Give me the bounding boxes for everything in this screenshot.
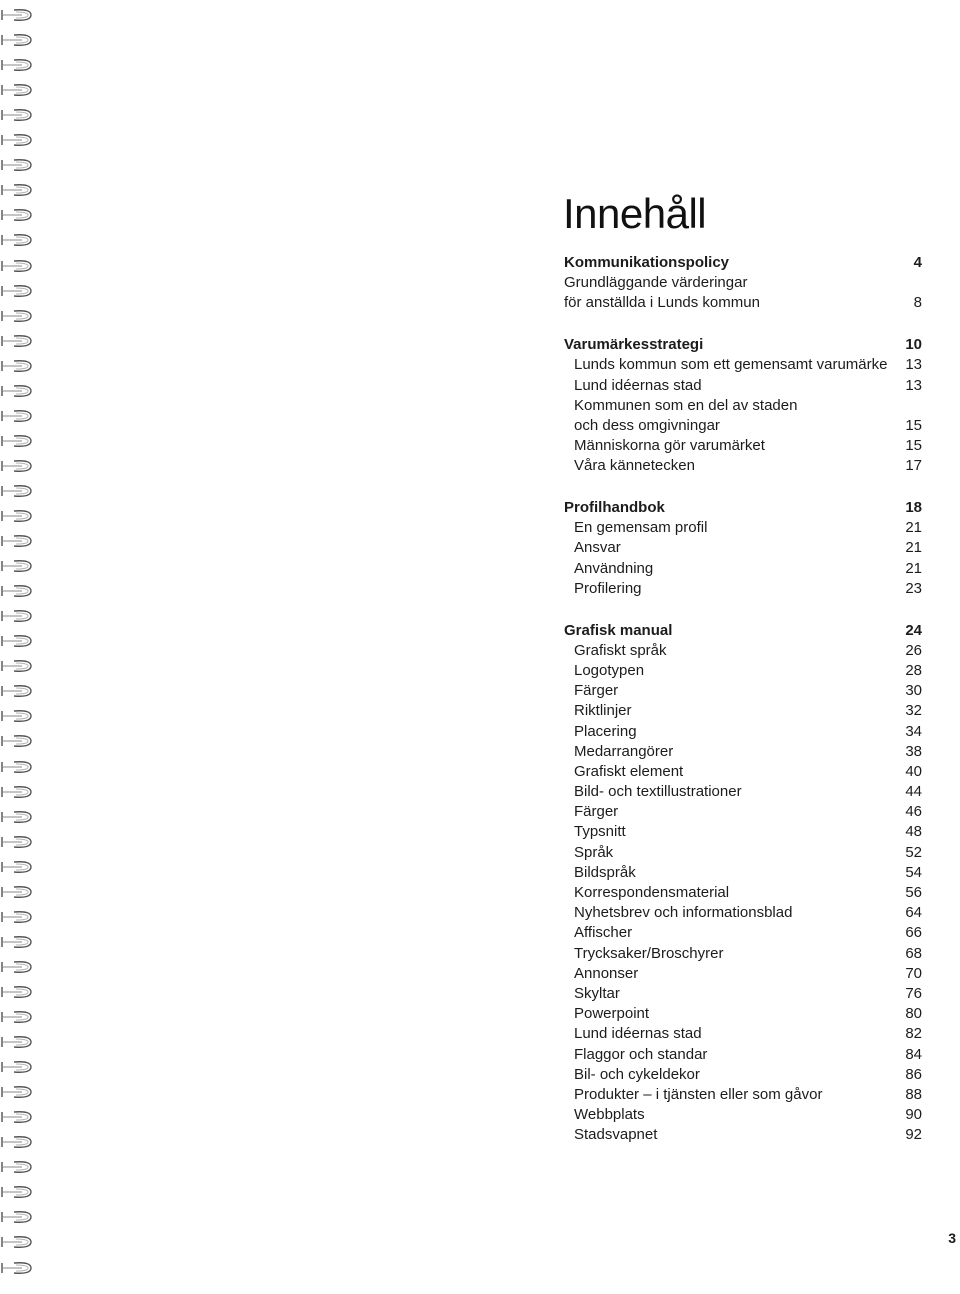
- toc-entry-label: Lund idéernas stad: [574, 376, 702, 394]
- toc-entry-label: Webbplats: [574, 1106, 645, 1124]
- spiral-ring-icon: [0, 910, 34, 924]
- toc-section-heading: [564, 253, 922, 273]
- spiral-ring-icon: [0, 935, 34, 949]
- toc-entry-page: 46: [905, 803, 922, 821]
- toc-entry-page: 64: [905, 904, 922, 922]
- toc-entry-label: Medarrangörer: [574, 742, 674, 760]
- spiral-ring-icon: [0, 1060, 34, 1074]
- spiral-ring-icon: [0, 409, 34, 423]
- toc-entry: [564, 863, 922, 883]
- spiral-ring-icon: [0, 584, 34, 598]
- toc-entry-page: 90: [905, 1106, 922, 1124]
- spiral-ring-icon: [0, 785, 34, 799]
- toc-entry-label: En gemensam profil: [574, 519, 708, 537]
- toc-entry-label: Powerpoint: [574, 1005, 650, 1023]
- spiral-ring-icon: [0, 1035, 34, 1049]
- toc-section-page: 4: [913, 254, 922, 271]
- toc-entry-label: Bildspråk: [574, 863, 636, 881]
- toc-entry-label: Kommunen som en del av staden: [574, 396, 798, 414]
- toc-entry: [564, 579, 922, 599]
- spiral-ring-icon: [0, 1160, 34, 1174]
- spiral-ring-icon: [0, 459, 34, 473]
- toc-entry-label: Profilering: [574, 579, 642, 597]
- spiral-ring-icon: [0, 1210, 34, 1224]
- spiral-ring-icon: [0, 1261, 34, 1275]
- toc-entry-label: Grundläggande värderingar: [564, 274, 748, 292]
- toc-entry: [564, 355, 922, 375]
- toc-entry: [564, 923, 922, 943]
- spiral-ring-icon: [0, 709, 34, 723]
- toc-section-title: Profilhandbok: [564, 499, 665, 517]
- toc-entry-label: Stadsvapnet: [574, 1126, 658, 1144]
- toc-entry: [564, 518, 922, 538]
- spiral-ring-icon: [0, 259, 34, 273]
- spiral-ring-icon: [0, 208, 34, 222]
- toc-entry-page: 13: [905, 376, 922, 394]
- toc-entry-label: Annonser: [574, 964, 639, 982]
- toc-entry-label: för anställda i Lunds kommun: [564, 294, 760, 312]
- spiral-ring-icon: [0, 1235, 34, 1249]
- toc-entry-page: 88: [905, 1085, 922, 1103]
- toc-entry-label: Människorna gör varumärket: [574, 437, 765, 455]
- toc-entry-page: 13: [905, 356, 922, 374]
- toc-entry-page: 26: [905, 641, 922, 659]
- spiral-ring-icon: [0, 684, 34, 698]
- spiral-ring-icon: [0, 1135, 34, 1149]
- spiral-ring-icon: [0, 1185, 34, 1199]
- toc-entry-label: Trycksaker/Broschyrer: [574, 944, 724, 962]
- toc-entry: [564, 843, 922, 863]
- spiral-ring-icon: [0, 985, 34, 999]
- toc-section-title: Varumärkesstrategi: [564, 336, 704, 354]
- spiral-ring-icon: [0, 659, 34, 673]
- spiral-ring-icon: [0, 534, 34, 548]
- toc-entry-page: 56: [905, 884, 922, 902]
- toc-entry-label: Skyltar: [574, 984, 620, 1002]
- toc-entry-page: 8: [913, 294, 922, 312]
- spiral-ring-icon: [0, 284, 34, 298]
- toc-section-heading: [564, 621, 922, 641]
- spiral-ring-icon: [0, 434, 34, 448]
- spiral-ring-icon: [0, 334, 34, 348]
- toc-section-page: 24: [905, 621, 922, 639]
- spiral-ring-icon: [0, 810, 34, 824]
- toc-entry-label: Lund idéernas stad: [574, 1025, 702, 1043]
- toc-entry-page: 32: [905, 702, 922, 720]
- toc-entry-label: Flaggor och standar: [574, 1045, 708, 1063]
- toc-entry-page: 15: [905, 437, 922, 455]
- toc-entry-page: 80: [905, 1005, 922, 1023]
- toc-entry: [564, 293, 922, 313]
- toc-entry-page: 17: [905, 457, 922, 475]
- toc-entry-page: 76: [905, 984, 922, 1002]
- spiral-ring-icon: [0, 83, 34, 97]
- toc-entry-label: Bil- och cykeldekor: [574, 1065, 700, 1083]
- toc-entry: [564, 1024, 922, 1044]
- spiral-ring-icon: [0, 1010, 34, 1024]
- toc-entry: [564, 436, 922, 456]
- toc-entry-page: 23: [905, 579, 922, 597]
- spiral-ring-icon: [0, 509, 34, 523]
- toc-entry-label: Grafiskt språk: [574, 641, 667, 659]
- spiral-ring-icon: [0, 384, 34, 398]
- toc-entry-page: 86: [905, 1065, 922, 1083]
- toc-section-page: 10: [905, 336, 922, 354]
- toc-entry-page: 38: [905, 742, 922, 760]
- spiral-ring-icon: [0, 183, 34, 197]
- toc-entry: [564, 1045, 922, 1065]
- spiral-ring-icon: [0, 634, 34, 648]
- spiral-ring-icon: [0, 309, 34, 323]
- spiral-binding: [0, 0, 40, 1294]
- toc-entry: [564, 742, 922, 762]
- spiral-ring-icon: [0, 1085, 34, 1099]
- toc-entry: [564, 1065, 922, 1085]
- spiral-ring-icon: [0, 960, 34, 974]
- page-title: Innehåll: [563, 190, 707, 237]
- toc-entry-page: 40: [905, 762, 922, 780]
- toc-section-page: 18: [905, 499, 922, 517]
- toc-entry-page: 44: [905, 783, 922, 801]
- toc-entry: [564, 701, 922, 721]
- table-of-contents: [564, 253, 922, 1145]
- page-number: 3: [948, 1230, 956, 1246]
- toc-entry-label: Nyhetsbrev och informationsblad: [574, 904, 793, 922]
- toc-entry: [564, 376, 922, 396]
- toc-entry: [564, 661, 922, 681]
- toc-entry: [564, 1085, 922, 1105]
- toc-entry-page: 66: [905, 924, 922, 942]
- toc-entry-page: 54: [905, 863, 922, 881]
- toc-section-heading: [564, 335, 922, 355]
- toc-entry-page: 28: [905, 661, 922, 679]
- toc-entry: [564, 538, 922, 558]
- toc-entry-page: 21: [905, 519, 922, 537]
- spiral-ring-icon: [0, 8, 34, 22]
- toc-entry-page: 68: [905, 944, 922, 962]
- toc-entry: [564, 762, 922, 782]
- toc-entry: [564, 1105, 922, 1125]
- toc-entry-label: Riktlinjer: [574, 702, 632, 720]
- toc-entry-label: Färger: [574, 682, 619, 700]
- toc-entry: [564, 903, 922, 923]
- toc-entry: [564, 964, 922, 984]
- spiral-ring-icon: [0, 484, 34, 498]
- toc-entry: [564, 782, 922, 802]
- toc-entry-page: 21: [905, 559, 922, 577]
- spiral-ring-icon: [0, 133, 34, 147]
- toc-entry-label: Ansvar: [574, 539, 621, 557]
- toc-entry-label: Korrespondensmaterial: [574, 884, 730, 902]
- toc-entry: [564, 456, 922, 476]
- toc-entry-page: 84: [905, 1045, 922, 1063]
- toc-entry: [564, 722, 922, 742]
- toc-entry: [564, 883, 922, 903]
- spiral-ring-icon: [0, 1110, 34, 1124]
- toc-entry-page: 92: [905, 1126, 922, 1144]
- spiral-ring-icon: [0, 158, 34, 172]
- toc-entry-label: Logotypen: [574, 661, 645, 679]
- toc-entry: [564, 944, 922, 964]
- toc-entry-label: Lunds kommun som ett gemensamt varumärke: [574, 356, 888, 374]
- toc-section-heading: [564, 498, 922, 518]
- toc-entry-page: 52: [905, 843, 922, 861]
- spiral-ring-icon: [0, 760, 34, 774]
- toc-entry-page: 48: [905, 823, 922, 841]
- toc-entry: [564, 273, 922, 293]
- spiral-ring-icon: [0, 233, 34, 247]
- toc-entry-label: Grafiskt element: [574, 762, 684, 780]
- spiral-ring-icon: [0, 860, 34, 874]
- toc-entry-label: Språk: [574, 843, 614, 861]
- toc-entry: [564, 1125, 922, 1145]
- toc-entry-label: Affischer: [574, 924, 633, 942]
- spiral-ring-icon: [0, 33, 34, 47]
- toc-entry-label: Placering: [574, 722, 637, 740]
- toc-entry: [564, 396, 922, 416]
- toc-entry-page: 21: [905, 539, 922, 557]
- toc-entry-label: Användning: [574, 559, 654, 577]
- toc-entry-label: Produkter – i tjänsten eller som gåvor: [574, 1085, 823, 1103]
- spiral-ring-icon: [0, 734, 34, 748]
- toc-entry-page: 15: [905, 416, 922, 434]
- toc-entry-page: 34: [905, 722, 922, 740]
- spiral-ring-icon: [0, 885, 34, 899]
- spiral-ring-icon: [0, 559, 34, 573]
- spiral-ring-icon: [0, 108, 34, 122]
- toc-entry-label: Bild- och textillustrationer: [574, 783, 742, 801]
- toc-entry-label: och dess omgivningar: [574, 416, 720, 434]
- toc-entry: [564, 822, 922, 842]
- toc-entry: [564, 681, 922, 701]
- toc-entry: [564, 416, 922, 436]
- spiral-ring-icon: [0, 609, 34, 623]
- toc-entry-page: 82: [905, 1025, 922, 1043]
- spiral-ring-icon: [0, 359, 34, 373]
- toc-entry-page: 30: [905, 682, 922, 700]
- spiral-ring-icon: [0, 58, 34, 72]
- toc-entry-label: Våra kännetecken: [574, 457, 695, 475]
- toc-entry-label: Typsnitt: [574, 823, 626, 841]
- toc-section-title: Grafisk manual: [564, 621, 673, 639]
- toc-entry: [564, 984, 922, 1004]
- toc-entry: [564, 559, 922, 579]
- toc-entry-label: Färger: [574, 803, 619, 821]
- toc-section-title: Kommunikationspolicy: [564, 254, 730, 271]
- toc-entry-page: 70: [905, 964, 922, 982]
- toc-entry: [564, 641, 922, 661]
- toc-entry: [564, 1004, 922, 1024]
- spiral-ring-icon: [0, 835, 34, 849]
- toc-entry: [564, 802, 922, 822]
